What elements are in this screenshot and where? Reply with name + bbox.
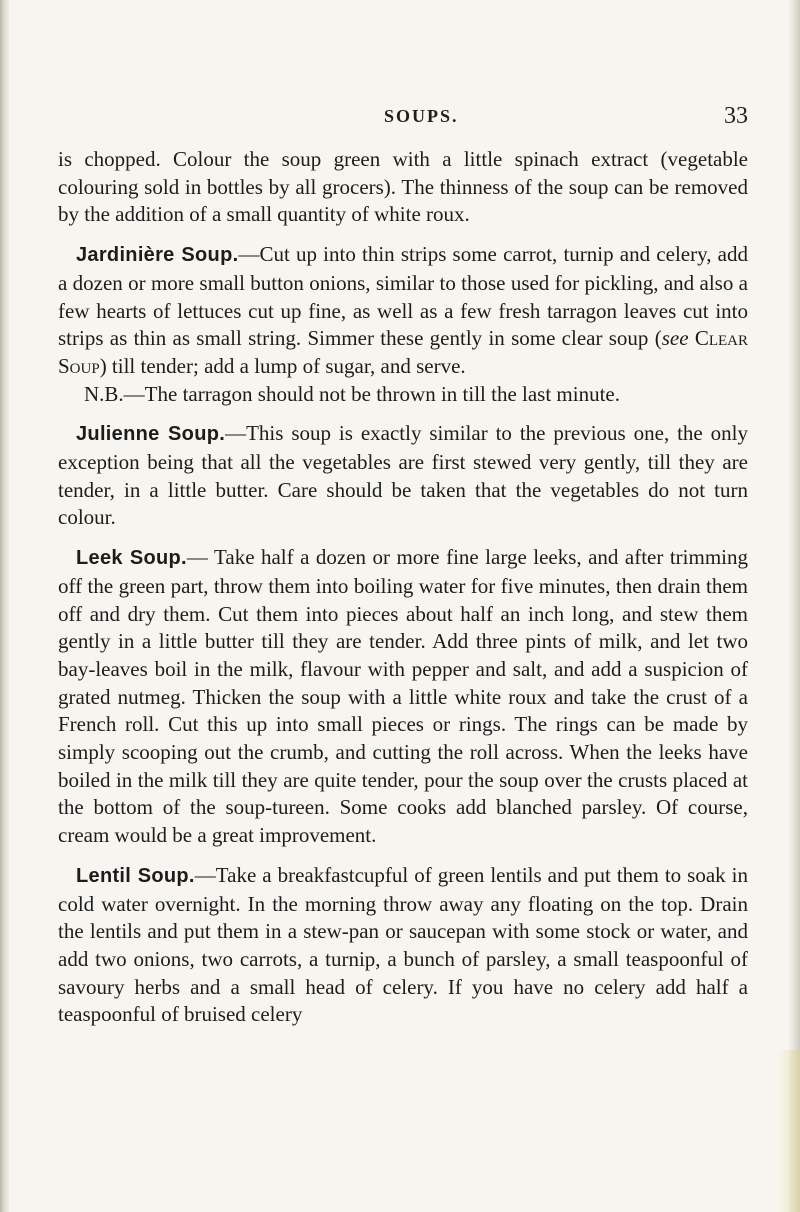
recipe-body-lentil: —Take a breakfastcupful of green lentils and put them to soak in cold water overnight. In the morning throw away any floating on the top. Drain the lentils and put them in a stew-pan or saucepan with some stock or water, and add two onions, two carrots, a turnip, a bunch of parsley, a small teaspoonful of savoury herbs and a small head of celery. If you have no celery add half a teaspoonful of bruised celery xyxy=(58,862,748,1027)
page-number: 33 xyxy=(724,103,748,129)
page-stain xyxy=(778,1050,800,1212)
recipe-body-leek: — Take half a dozen or more fine large leeks, and after trimming off the green part, throw them into boiling water for five minutes, then drain them off and dry them. Cut them into pieces about half an inch long, and stew them gently in a little butter till they are tender. Add three pints of milk, and let two bay-leaves boil in the milk, flavour with pepper and salt, and add a suspicion of grated nutmeg. Thicken the soup with a little white roux and take the crust of a French roll. Cut this up into small pieces or rings. The rings can be made by simply scooping out the crumb, and cutting the roll across. When the leeks have boiled in the milk till they are quite tender, pour the soup over the crusts placed at the bottom of the soup-tureen. Some cooks add blanched parsley. Of course, cream would be a great improvement. xyxy=(58,545,748,848)
recipe-lentil-soup xyxy=(58,862,748,1029)
running-head xyxy=(58,103,748,132)
nb-note: N.B.—The tarragon should not be thrown in till the last minute. xyxy=(84,381,621,406)
see-reference: see xyxy=(661,326,689,351)
page-gutter-edge xyxy=(0,0,9,1212)
recipe-title-leek: Leek Soup. xyxy=(76,547,187,570)
body-text xyxy=(58,146,748,1029)
continuation-paragraph: is chopped. Colour the soup green with a little spinach extract (vegetable colouring sold in bottles by all grocers). The thinness of the soup can be removed by the addition of a small quantity of white roux. xyxy=(58,147,748,227)
recipe-body-jardiniere-b: ) till tender; add a lump of sugar, and serve. xyxy=(99,353,466,378)
page-outer-edge xyxy=(788,0,800,1212)
recipe-title-lentil: Lentil Soup. xyxy=(76,864,195,887)
recipe-title-jardiniere: Jardinière Soup. xyxy=(76,244,239,267)
clear-soup-reference: Clear Soup xyxy=(58,326,749,378)
running-head-title: SOUPS. xyxy=(384,106,459,126)
recipe-body-julienne: —This soup is exactly similar to the previous one, the only exception being that all the vegetables are first stewed very gently, till they are tender, in a little butter. Care should be taken that the vegetables do not turn colour. xyxy=(58,421,748,530)
recipe-leek-soup xyxy=(58,544,748,850)
recipe-jardiniere-soup xyxy=(58,241,748,381)
recipe-body-jardiniere-a: —Cut up into thin strips some carrot, turnip and celery, add a dozen or more small button onions, similar to those used for pickling, and also a few hearts of lettuces cut up fine, as well as a few fresh tarragon leaves cut into strips as thin as small string. Simmer these gently in some clear soup ( xyxy=(58,242,748,351)
recipe-title-julienne: Julienne Soup. xyxy=(76,423,226,446)
recipe-julienne-soup xyxy=(58,420,748,532)
